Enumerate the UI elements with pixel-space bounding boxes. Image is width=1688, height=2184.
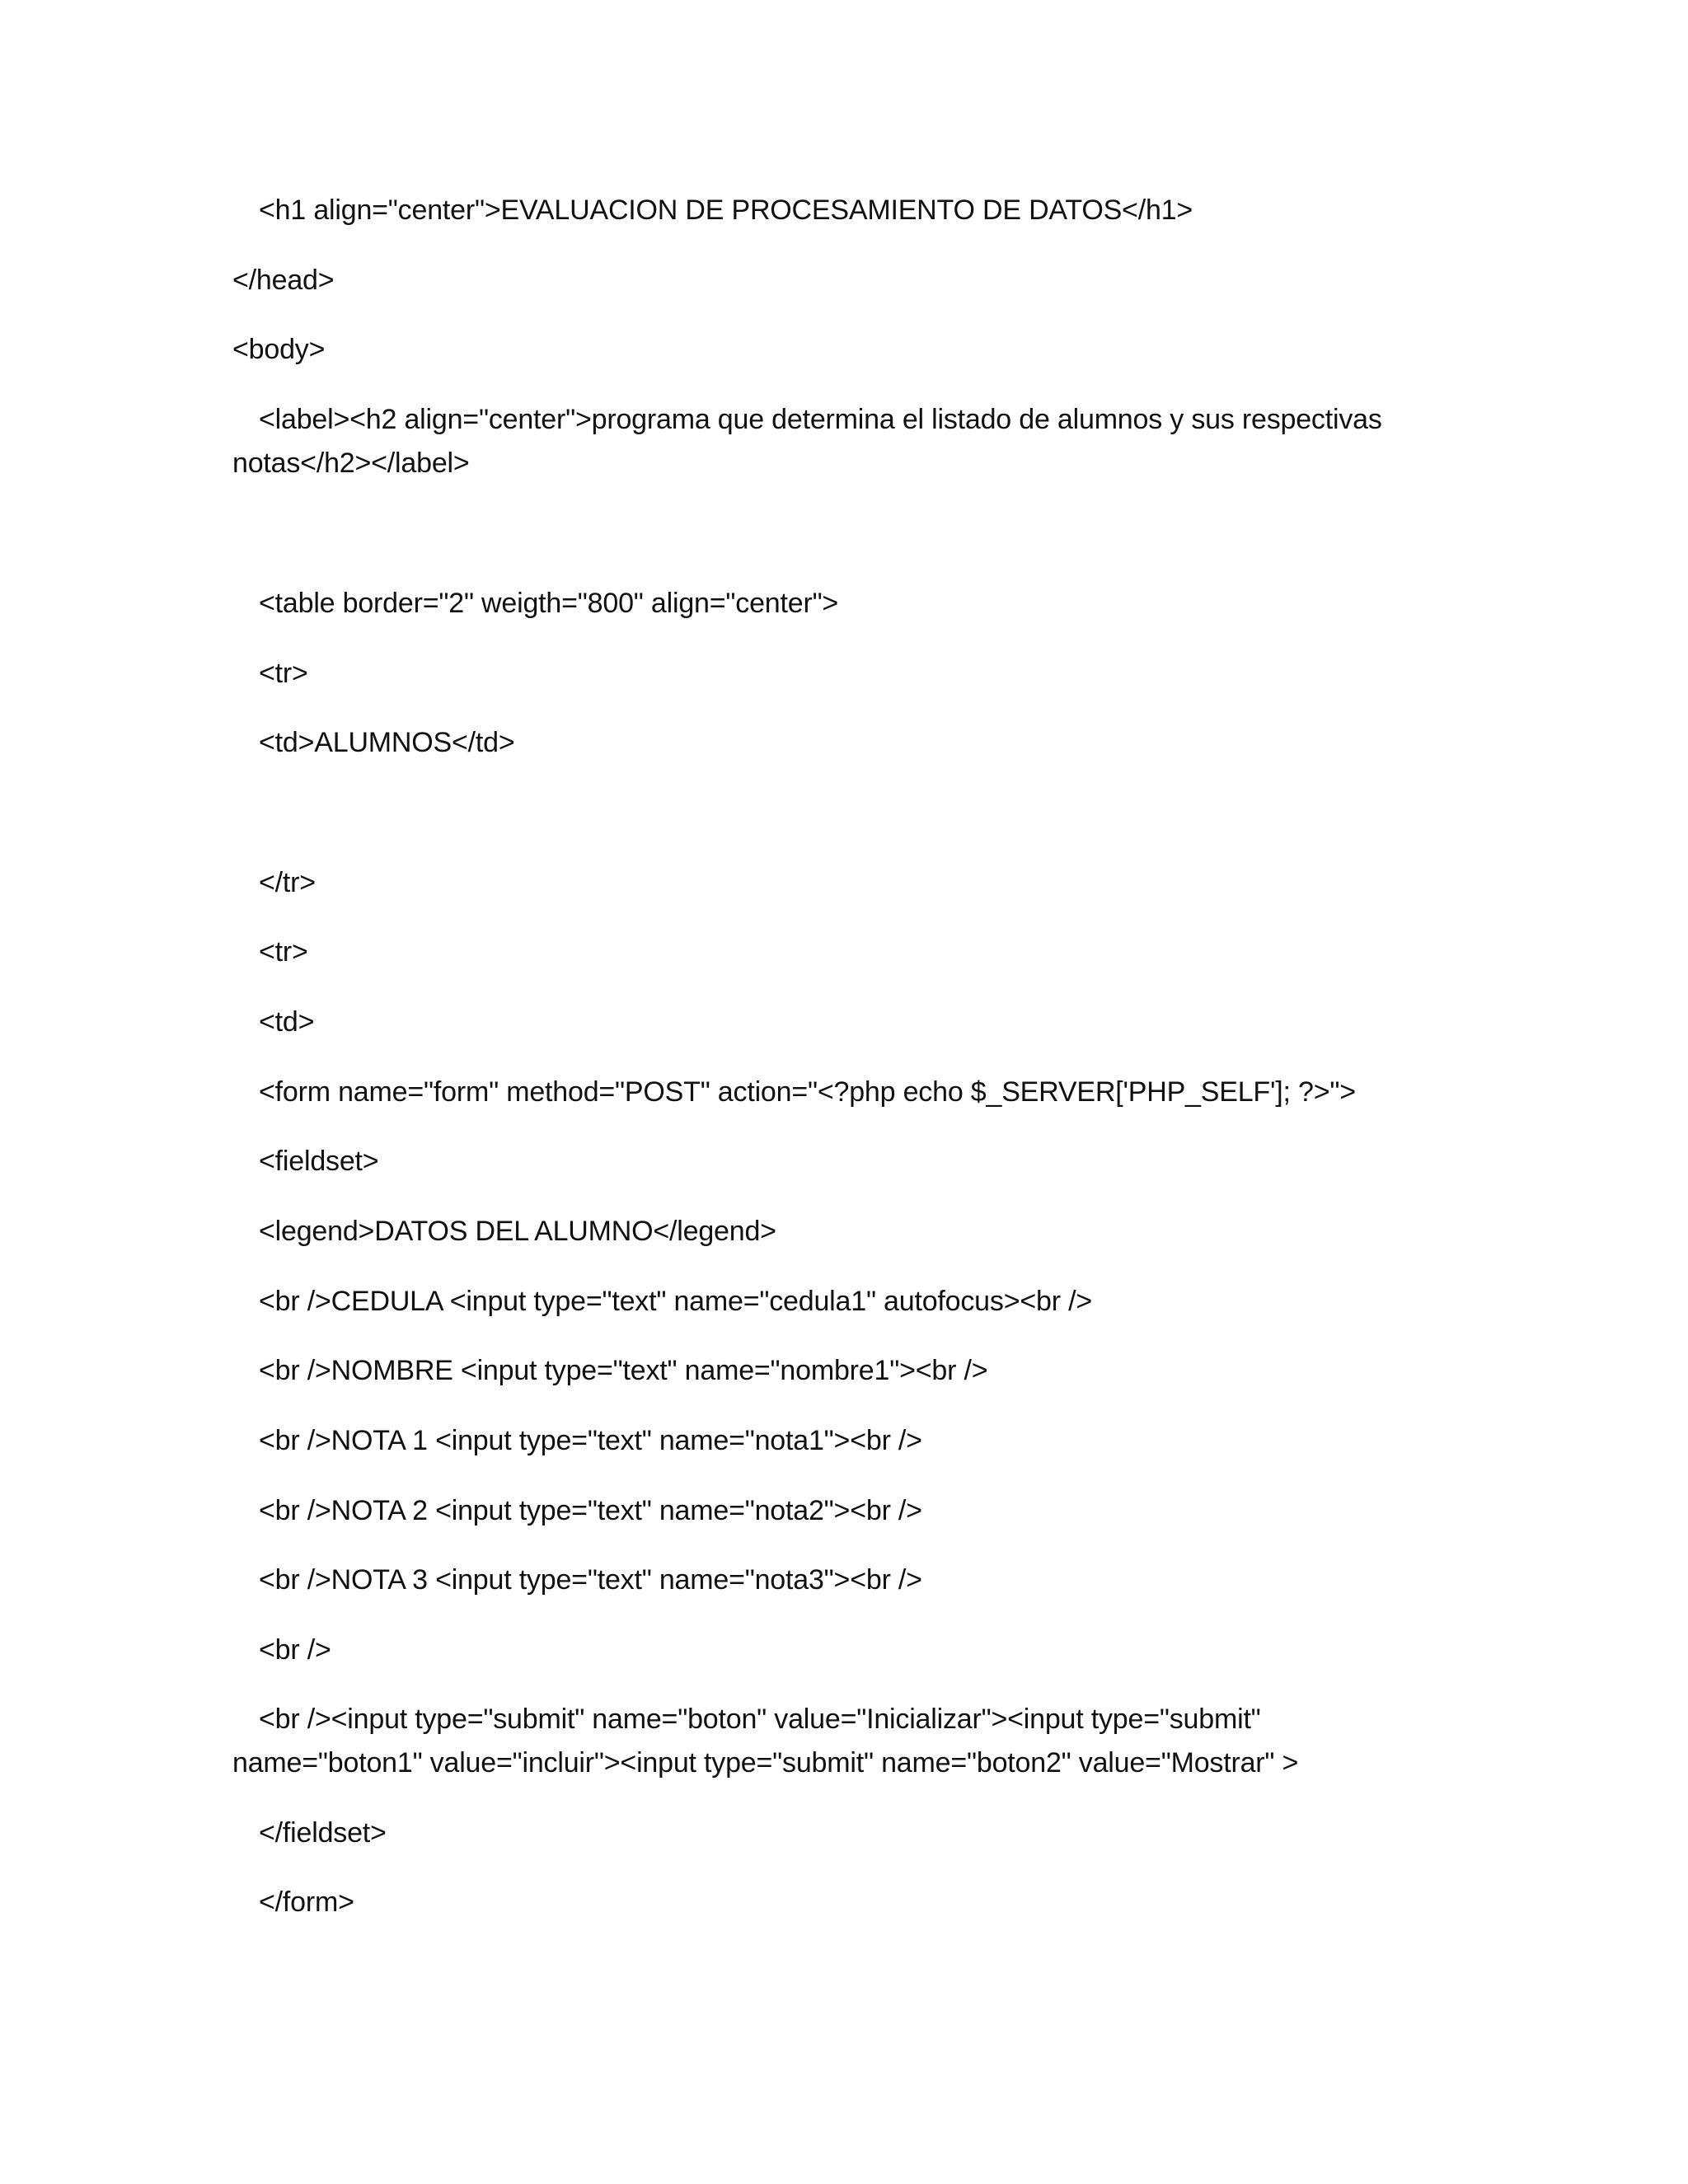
code-line-fieldset-close: </fieldset> xyxy=(259,1817,387,1849)
code-line-input-nombre: <br />NOMBRE <input type="text" name="nombre1"><br /> xyxy=(259,1355,988,1386)
code-line-table-open: <table border="2" weigth="800" align="center"> xyxy=(259,588,839,619)
code-line-td-alumnos: <td>ALUMNOS</td> xyxy=(259,727,515,758)
code-line-head-close: </head> xyxy=(232,265,335,296)
code-line-body-open: <body> xyxy=(232,334,326,365)
code-line-form-close: </form> xyxy=(259,1886,354,1918)
code-line-input-nota3: <br />NOTA 3 <input type="text" name="nota3"><br /> xyxy=(259,1564,922,1596)
code-line-label-h2: <label><h2 align="center">programa que determina el listado de alumnos y sus respectivas xyxy=(259,404,1382,435)
code-line-tr-open: <tr> xyxy=(259,658,308,689)
code-line-h1: <h1 align="center">EVALUACION DE PROCESAMIENTO DE DATOS</h1> xyxy=(259,194,1193,226)
code-line-input-nota2: <br />NOTA 2 <input type="text" name="nota2"><br /> xyxy=(259,1495,922,1526)
code-line-fieldset-open: <fieldset> xyxy=(259,1146,379,1177)
code-line-submit-buttons: <br /><input type="submit" name="boton" value="Inicializar"><input type="submit" xyxy=(259,1704,1261,1735)
code-line-tr-close: </tr> xyxy=(259,867,316,898)
code-line-br: <br /> xyxy=(259,1634,331,1666)
code-line-input-cedula: <br />CEDULA <input type="text" name="cedula1" autofocus><br /> xyxy=(259,1286,1092,1317)
code-line-form-open: <form name="form" method="POST" action="<?php echo $_SERVER['PHP_SELF']; ?>"> xyxy=(259,1076,1356,1108)
code-line-submit-buttons-cont: name="boton1" value="incluir"><input type="submit" name="boton2" value="Mostrar" > xyxy=(232,1747,1299,1779)
code-line-input-nota1: <br />NOTA 1 <input type="text" name="nota1"><br /> xyxy=(259,1425,922,1456)
code-line-label-h2-cont: notas</h2></label> xyxy=(232,448,470,479)
code-line-legend: <legend>DATOS DEL ALUMNO</legend> xyxy=(259,1216,776,1247)
code-line-td-open: <td> xyxy=(259,1006,315,1038)
code-line-tr-open-2: <tr> xyxy=(259,936,308,968)
